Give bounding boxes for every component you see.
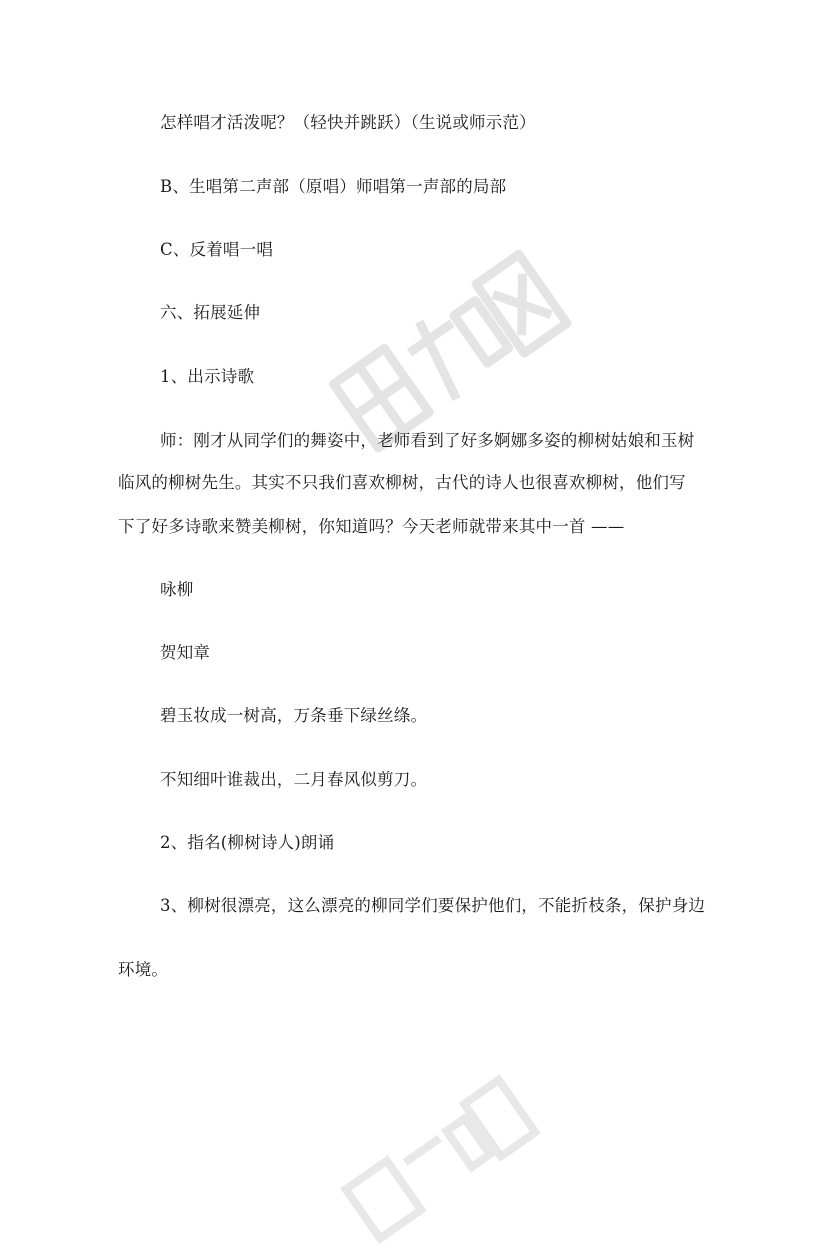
text-line-13: 2、指名(柳树诗人)朗诵 <box>160 833 335 852</box>
section-heading-6: 六、拓展延伸 <box>160 303 261 322</box>
text-line-1: 怎样唱才活泼呢？（轻快并跳跃）（生说或师示范） <box>160 113 536 132</box>
text-line-3: C、反着唱一唱 <box>160 240 274 259</box>
text-line-7: 临风的柳树先生。其实不只我们喜欢柳树，古代的诗人也很喜欢柳树，他们写 <box>118 473 686 492</box>
text-line-6: 师：刚才从同学们的舞姿中，老师看到了好多婀娜多姿的柳树姑娘和玉树 <box>160 431 695 450</box>
poem-line-1: 碧玉妆成一树高，万条垂下绿丝绦。 <box>160 706 428 725</box>
text-line-15: 环境。 <box>118 960 169 979</box>
poem-author: 贺知章 <box>160 643 211 662</box>
watermark-logo-bottom <box>335 1070 545 1250</box>
poem-line-2: 不知细叶谁裁出，二月春风似剪刀。 <box>160 770 428 789</box>
text-line-8: 下了好多诗歌来赞美柳树，你知道吗？今天老师就带来其中一首 —— <box>118 517 625 536</box>
poem-title: 咏柳 <box>160 580 194 599</box>
text-line-2: B、生唱第二声部（原唱）师唱第一声部的局部 <box>160 177 507 196</box>
text-line-14: 3、柳树很漂亮，这么漂亮的柳同学们要保护他们，不能折枝条，保护身边 <box>160 896 706 915</box>
text-line-5: 1、出示诗歌 <box>160 367 255 386</box>
